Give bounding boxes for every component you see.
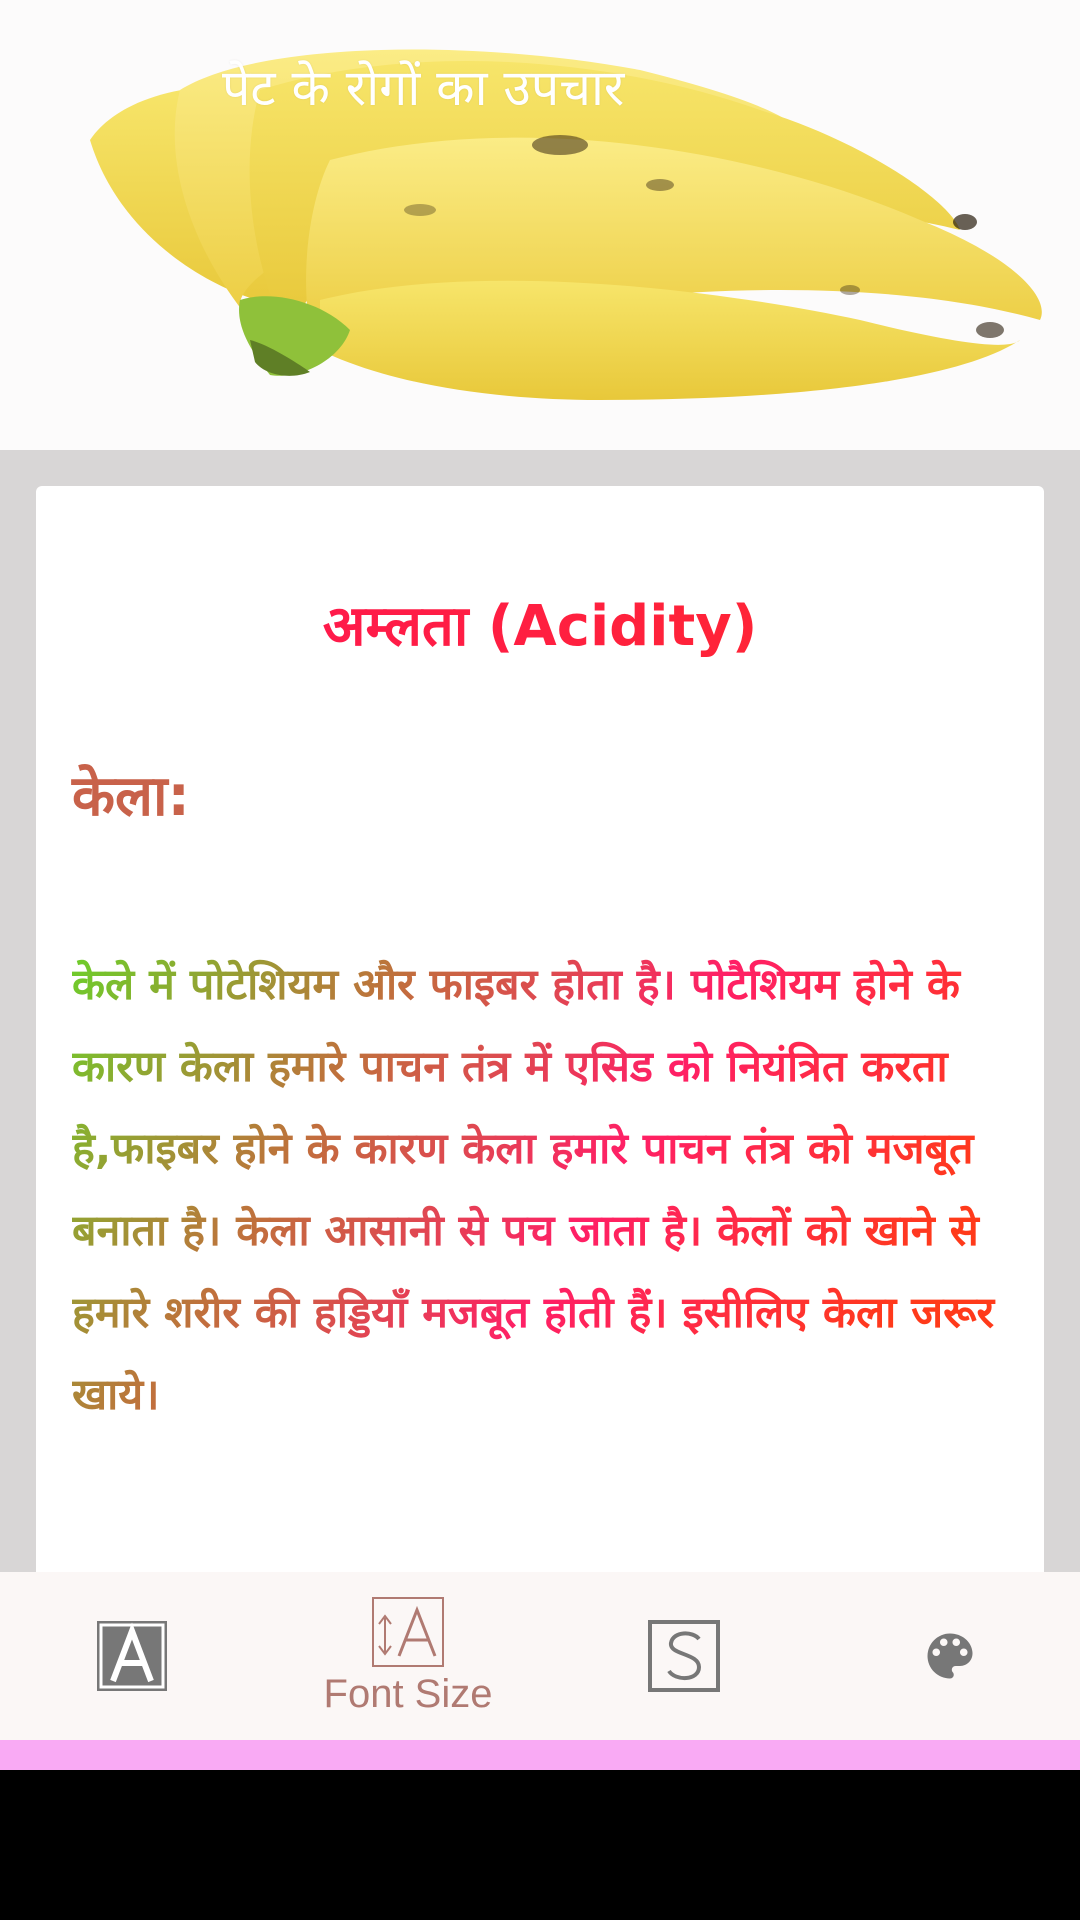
theme-color-button[interactable]: [898, 1572, 1002, 1740]
system-nav-area: [0, 1770, 1080, 1920]
palette-icon: [920, 1626, 980, 1686]
article-subheading: केला:: [72, 764, 190, 829]
font-size-label: Font Size: [323, 1671, 493, 1716]
font-size-icon: [371, 1596, 445, 1668]
article-body: केले में पोटेशियम और फाइबर होता है। पोटैशियम होने के कारण केला हमारे पाचन तंत्र में एसिड को नियंत्रित करता है,फाइबर होने के कारण केला हमारे पाचन तंत्र को मजबूत बनाता है। केला आसानी से पच जाता है। केलों को खाने से हमारे शरीर की हड्डियाँ मजबूत होती हैं। इसीलिए केला जरूर खाये।: [72, 944, 1012, 1436]
style-button[interactable]: [632, 1572, 736, 1740]
bottom-toolbar: [0, 1572, 1080, 1740]
font-size-button[interactable]: [300, 1572, 516, 1740]
content-area: [0, 450, 1080, 1572]
app-title: पेट के रोगों का उपचार: [222, 59, 625, 117]
text-style-icon: [95, 1619, 169, 1693]
accent-bar: [0, 1740, 1080, 1770]
article-card: [36, 486, 1044, 1572]
strikethrough-s-icon: [647, 1619, 721, 1693]
article-title: अम्लता (Acidity): [36, 586, 1044, 662]
text-style-button[interactable]: [80, 1572, 184, 1740]
header-image: [0, 0, 1080, 450]
